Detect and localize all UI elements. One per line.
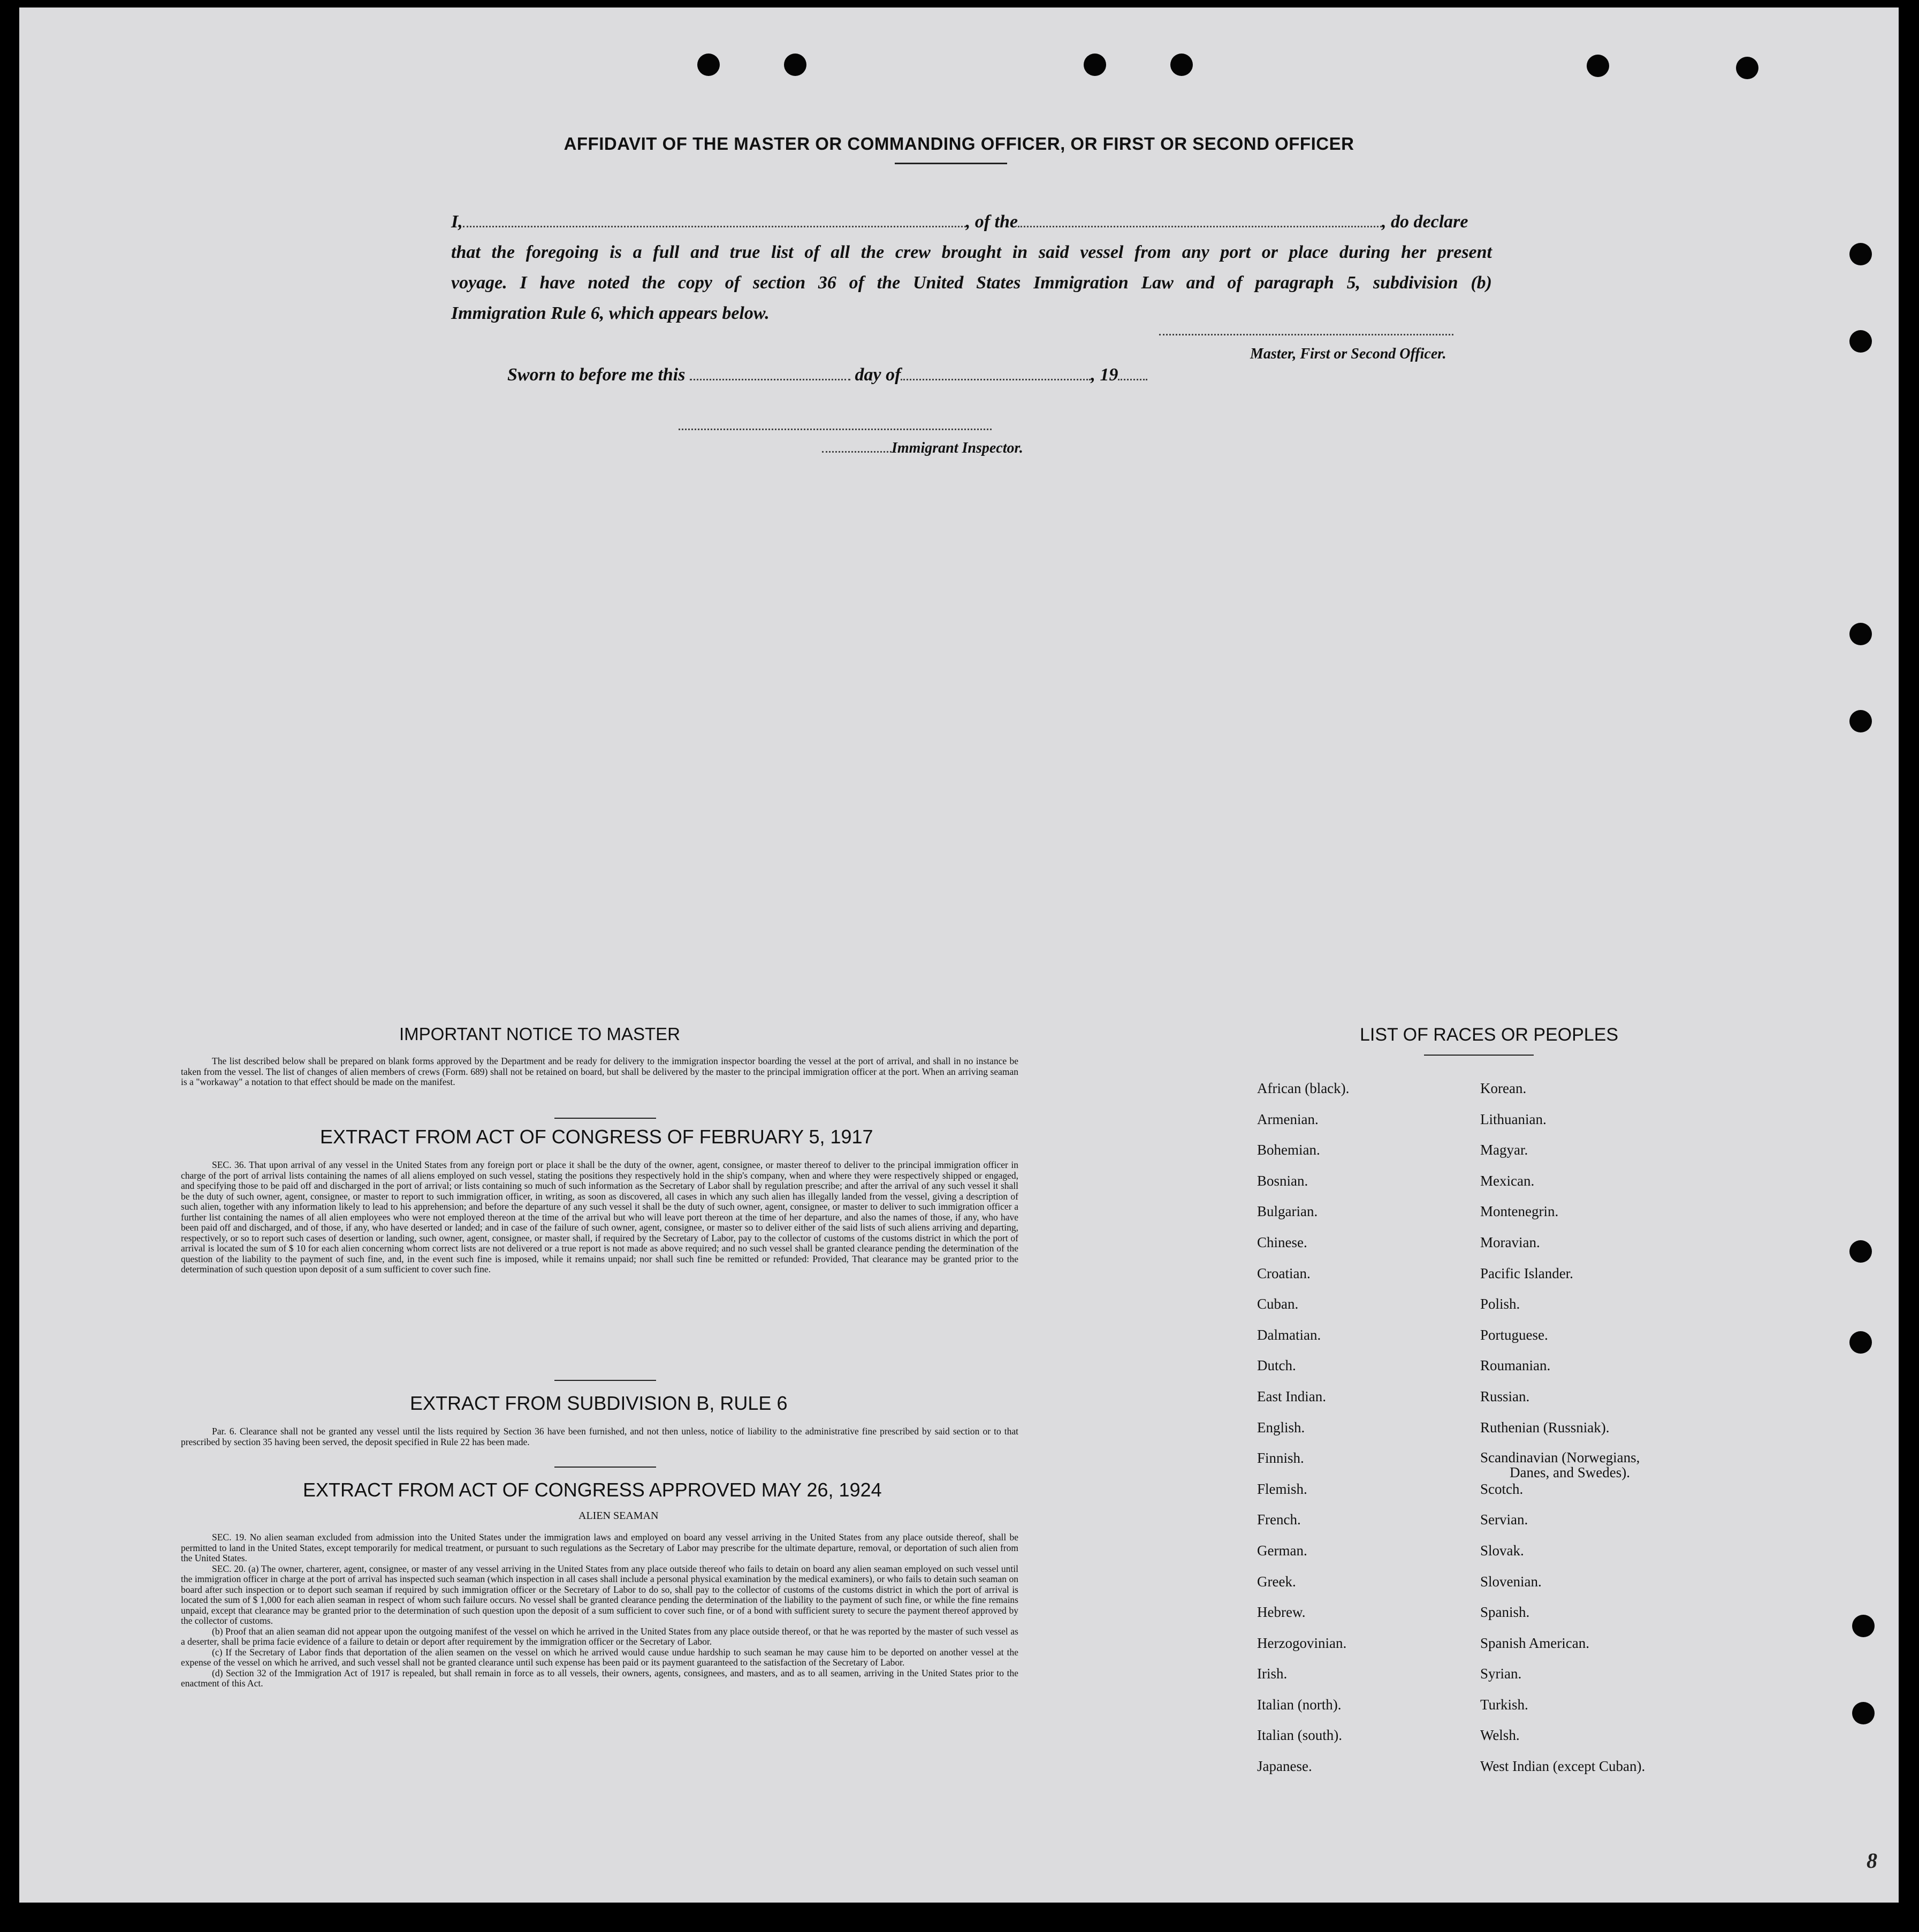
- race-item: Croatian.: [1257, 1265, 1311, 1281]
- race-item: Welsh.: [1480, 1727, 1520, 1744]
- punch-hole: [1849, 623, 1872, 645]
- race-item: Servian.: [1480, 1511, 1528, 1528]
- race-item: Italian (south).: [1257, 1727, 1342, 1744]
- sec-20-a-paragraph: SEC. 20. (a) The owner, charterer, agent, consignee, or master of any vessel arriving in the United States from any place outside thereof who fails to detain on board any alien seaman employed on such vessel until the immigration officer in charge at the port of arrival has inspected such seaman (which inspection in all cases shall include a personal physical examination by the medical examiners), or who fails to detain such seaman on board after such inspection or to deport such seaman if required by such immigration officer or the Secretary of Labor to do so, shall pay to the collector of customs of the customs district in which the port of arrival is located the sum of $ 1,000 for each alien seaman in respect of whom such failure occurs. No vessel shall be granted clearance pending the determination of the liability to the payment of such fine, or while the fine remains unpaid, except that clearance may be granted prior to the determination of such question upon the deposit of a sum sufficient to cover such fine, or of a bond with sufficient surety to secure the payment thereof approved by the collector of customs.: [181, 1563, 1018, 1626]
- race-item: West Indian (except Cuban).: [1480, 1758, 1646, 1775]
- punch-hole: [1852, 1615, 1875, 1637]
- section-rule: [554, 1380, 656, 1381]
- declare-label: , do declare: [1382, 212, 1468, 232]
- race-item: Bulgarian.: [1257, 1203, 1318, 1220]
- inspector-label-row: [822, 440, 1023, 457]
- race-item: [1480, 1450, 1645, 1481]
- race-item: Slovenian.: [1480, 1573, 1542, 1590]
- sec-20-b-paragraph: (b) Proof that an alien seaman did not appear upon the outgoing manifest of the vessel on which he arrived in the United States from any place outside thereof, or that he was reported by the master of such vessel as a deserter, shall be prima facie evidence of a failure to detain or deport after requirement by the immigration officer or the Secretary of Labor.: [181, 1625, 1018, 1647]
- race-item: Turkish.: [1480, 1696, 1528, 1713]
- vessel-name-blank[interactable]: [1018, 225, 1382, 227]
- races-title: LIST OF RACES OR PEOPLES: [1360, 1025, 1619, 1045]
- race-item: Slovak.: [1480, 1542, 1524, 1559]
- race-item: Lithuanian.: [1480, 1111, 1547, 1127]
- punch-hole: [1849, 1331, 1872, 1354]
- race-item-first-line: Scandinavian (Norwegians,: [1480, 1449, 1640, 1466]
- race-item: Polish.: [1480, 1296, 1520, 1312]
- inspector-signature-line[interactable]: [679, 429, 992, 430]
- race-item: Portuguese.: [1480, 1326, 1548, 1343]
- section-36-paragraph: SEC. 36. That upon arrival of any vessel in the United States from any foreign port or place it shall be the duty of the owner, agent, consignee, or master thereof to deliver to the principal immigration officer in charge of the port of arrival lists containing the names of all aliens employed on such vessel, stating the positions they respectively hold in the ship's company, when and where they were respectively shipped or engaged, and specifying those to be paid off and discharged in the port of arrival; or lists containing so much of such information as the Secretary of Labor shall by regulation prescribe; and after the arrival of any such vessel it shall be the duty of such owner, agent, consignee, or master to report to such immigration officer, in writing, as soon as discovered, all cases in which any such alien has illegally landed from the vessel, giving a description of such alien, together with any information likely to lead to his apprehension; and before the departure of any such vessel it shall be the duty of such owner, agent, consignee, or master to deliver to such immigration officer a further list containing the names of all alien employees who were not employed thereon at the time of the arrival but who will leave port thereon at the time of her departure, and also the names of those, if any, who have been paid off and discharged, and of those, if any, who have deserted or landed; and in case of the failure of such owner, agent, consignee, or master so to deliver either of the said lists of such aliens arriving and departing, respectively, or so to report such cases of desertion or landing, such owner, agent, consignee, or master shall, if required by the Secretary of Labor, pay to the collector of customs of the customs district in which the port of arrival is located the sum of $ 10 for each alien concerning whom correct lists are not delivered or a true report is not made as above required; and no such vessel shall be granted clearance pending the determination of the question of the liability to the payment of such fine, and, in the event such fine is imposed, while it remains unpaid; nor shall such fine be remitted or refunded: Provided, That clearance may be granted prior to the determination of such question upon deposit of a sum sufficient to cover such fine.: [181, 1159, 1018, 1274]
- race-item: French.: [1257, 1511, 1301, 1528]
- race-item: Scotch.: [1480, 1480, 1524, 1497]
- race-item: Spanish American.: [1480, 1635, 1589, 1651]
- race-item: Magyar.: [1480, 1142, 1528, 1158]
- inspector-label: Immigrant Inspector.: [892, 440, 1023, 456]
- sworn-year-blank[interactable]: [1118, 378, 1147, 380]
- race-item: Mexican.: [1480, 1172, 1535, 1189]
- race-item: Roumanian.: [1480, 1357, 1551, 1374]
- declarant-name-blank[interactable]: [463, 225, 966, 227]
- extract-1924-title: EXTRACT FROM ACT OF CONGRESS APPROVED MAY 26, 1924: [303, 1479, 882, 1501]
- notice-text: [181, 1056, 1018, 1088]
- race-item: Montenegrin.: [1480, 1203, 1559, 1220]
- race-item: Pacific Islander.: [1480, 1265, 1573, 1281]
- race-item: East Indian.: [1257, 1388, 1326, 1404]
- punch-hole: [1849, 243, 1872, 265]
- affidavit-title: AFFIDAVIT OF THE MASTER OR COMMANDING OFFICER, OR FIRST OR SECOND OFFICER: [563, 134, 1354, 154]
- punch-hole: [697, 54, 720, 76]
- race-item: Bosnian.: [1257, 1172, 1308, 1189]
- race-item: Flemish.: [1257, 1480, 1307, 1497]
- sec-20-d-paragraph: (d) Section 32 of the Immigration Act of 1917 is repealed, but shall remain in force as to all vessels, their owners, agents, consignees, and masters, and as to all seamen, arriving in the United States prior to the enactment of this Act.: [181, 1667, 1018, 1689]
- affidavit-body: [451, 207, 1492, 329]
- section-rule: [554, 1118, 656, 1119]
- race-item: Japanese.: [1257, 1758, 1312, 1775]
- signature-line[interactable]: [1159, 334, 1453, 335]
- extract-1917-title: EXTRACT FROM ACT OF CONGRESS OF FEBRUARY 5, 1917: [320, 1126, 873, 1148]
- race-item: Armenian.: [1257, 1111, 1319, 1127]
- section-rule: [554, 1467, 656, 1468]
- race-item: Italian (north).: [1257, 1696, 1342, 1713]
- race-item: Dutch.: [1257, 1357, 1296, 1374]
- race-item-continuation: Danes, and Swedes).: [1510, 1464, 1630, 1481]
- race-item: Moravian.: [1480, 1234, 1540, 1250]
- race-item: Cuban.: [1257, 1296, 1299, 1312]
- affidavit-line: voyage. I have noted the copy of section 36 of the United States Immigration Law and of paragraph 5, subdivision (b): [451, 273, 1492, 293]
- of-the-label: , of the: [965, 212, 1018, 232]
- document-page: [19, 7, 1899, 1903]
- punch-hole: [1849, 1240, 1872, 1263]
- races-title-rule: [1424, 1055, 1534, 1056]
- race-item: Korean.: [1480, 1080, 1527, 1096]
- signature-label: Master, First or Second Officer.: [1250, 346, 1446, 362]
- race-item: Bohemian.: [1257, 1142, 1320, 1158]
- punch-hole: [1852, 1702, 1875, 1724]
- races-right-column: [1480, 1080, 1645, 1789]
- race-item: German.: [1257, 1542, 1307, 1559]
- sec-20-c-paragraph: (c) If the Secretary of Labor finds that deportation of the alien seamen on the vessel on which he arrived would cause undue hardship to such seaman he may cause him to be deported on another vessel at the expense of the vessel on which he arrived, and such vessel shall not be granted clearance until such expense has been paid or its payment guaranteed to the satisfaction of the Secretary of Labor.: [181, 1646, 1018, 1668]
- punch-hole: [784, 54, 806, 76]
- sworn-day-blank[interactable]: [690, 378, 850, 380]
- races-left-column: [1257, 1080, 1349, 1789]
- punch-hole: [1084, 54, 1106, 76]
- race-item: Ruthenian (Russniak).: [1480, 1419, 1610, 1435]
- sworn-day-of: day of: [855, 365, 901, 385]
- notice-paragraph: The list described below shall be prepared on blank forms approved by the Department and be ready for delivery to the immigration inspector boarding the vessel at the port of arrival, and shall in no instance be taken from the vessel. The list of changes of alien members of crews (Form. 689) shall not be retained on board, but shall be delivered by the master to the principal immigration officer at the port. When an arriving seaman is a "workaway" a notation to that effect should be made on the manifest.: [181, 1056, 1018, 1087]
- affidavit-line: that the foregoing is a full and true list of all the crew brought in said vessel from any port or place during her present: [451, 242, 1492, 262]
- race-item: Chinese.: [1257, 1234, 1307, 1250]
- race-item: Spanish.: [1480, 1604, 1530, 1621]
- race-item: Russian.: [1480, 1388, 1530, 1404]
- race-item: African (black).: [1257, 1080, 1350, 1096]
- race-item: Herzogovinian.: [1257, 1635, 1347, 1651]
- punch-hole: [1849, 330, 1872, 353]
- sworn-prefix: Sworn to before me this: [507, 365, 686, 385]
- inspector-blank[interactable]: [822, 450, 892, 453]
- notice-title: IMPORTANT NOTICE TO MASTER: [399, 1024, 681, 1044]
- extract-1917-text: [181, 1160, 1018, 1275]
- sworn-month-blank[interactable]: [901, 378, 1091, 380]
- punch-hole: [1587, 55, 1609, 77]
- race-item: Syrian.: [1480, 1666, 1522, 1682]
- sec-19-paragraph: SEC. 19. No alien seaman excluded from admission into the United States under the immigration laws and employed on board any vessel arriving in the United States from any place outside thereof, shall be permitted to land in the United States, except temporarily for medical treatment, or pursuant to such regulations as the Secretary of Labor may prescribe for the ultimate departure, removal, or deportation of such alien from the United States.: [181, 1532, 1018, 1563]
- punch-hole: [1170, 54, 1193, 76]
- race-item: Irish.: [1257, 1666, 1288, 1682]
- race-item: English.: [1257, 1419, 1305, 1435]
- race-item: Hebrew.: [1257, 1604, 1306, 1621]
- race-item: Greek.: [1257, 1573, 1296, 1590]
- race-item: Dalmatian.: [1257, 1326, 1321, 1343]
- extract-rule-6-text: [181, 1426, 1018, 1447]
- declarant-prefix: I,: [451, 212, 463, 232]
- extract-rule-6-title: EXTRACT FROM SUBDIVISION B, RULE 6: [410, 1392, 788, 1414]
- margin-handwritten-mark: 8: [1867, 1849, 1877, 1873]
- alien-seaman-subtitle: ALIEN SEAMAN: [578, 1510, 659, 1522]
- title-rule: [895, 163, 1007, 164]
- punch-hole: [1849, 710, 1872, 732]
- extract-1924-text: [181, 1532, 1018, 1689]
- par-6-paragraph: Par. 6. Clearance shall not be granted any vessel until the lists required by Section 36 have been furnished, and not then unless, notice of liability to the administrative fine prescribed by said section or to that prescribed by section 35 having been served, the deposit specified in Rule 22 has been made.: [181, 1426, 1018, 1447]
- sworn-line: [507, 365, 1147, 385]
- punch-hole: [1736, 57, 1758, 79]
- sworn-year-prefix: , 19: [1091, 365, 1118, 385]
- race-item: Finnish.: [1257, 1450, 1304, 1467]
- affidavit-line: Immigration Rule 6, which appears below.: [451, 303, 770, 323]
